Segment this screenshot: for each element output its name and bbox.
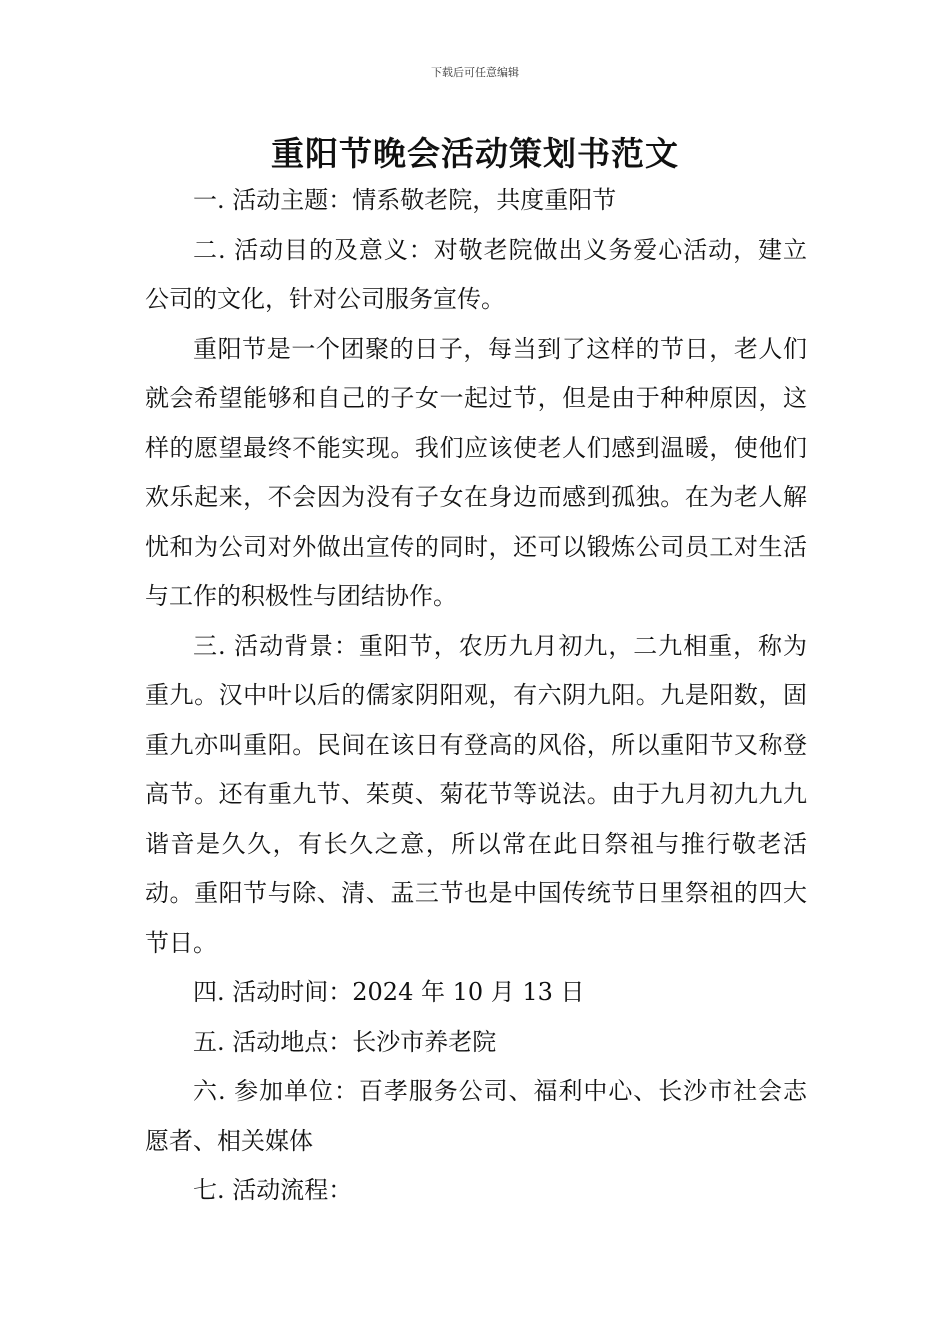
paragraph-location: 五. 活动地点：长沙市养老院: [193, 1027, 497, 1056]
document-body: [145, 176, 807, 1216]
paragraph-process: 七. 活动流程：: [193, 1176, 353, 1204]
header-note: 下载后可任意编辑: [431, 66, 519, 79]
paragraph-background: 三. 活动背景：重阳节，农历九月初九，二九相重，称为重九。汉中叶以后的儒家阴阳观，有六阴九阳。九是阳数，固重九亦叫重阳。民间在该日有登高的风俗，所以重阳节又称登高节。还有重九节、茱萸、菊花节等说法。由于九月初九九九谐音是久久，有长久之意，所以常在此日祭祖与推行敬老活动。重阳节与除、清、盂三节也是中国传统节日里祭祖的四大节日。: [145, 631, 807, 957]
paragraph-theme: 一. 活动主题：情系敬老院，共度重阳节: [193, 186, 617, 214]
document-title: 重阳节晚会活动策划书范文: [271, 134, 679, 173]
paragraph-time: 四. 活动时间：2024 年 10 月 13 日: [193, 978, 585, 1006]
paragraph-description: 重阳节是一个团聚的日子，每当到了这样的节日，老人们就会希望能够和自己的子女一起过节，但是由于种种原因，这样的愿望最终不能实现。我们应该使老人们感到温暖，使他们欢乐起来，不会因为没有子女在身边而感到孤独。在为老人解忧和为公司对外做出宣传的同时，还可以锻炼公司员工对生活与工作的积极性与团结协作。: [145, 334, 807, 610]
paragraph-participants: 六. 参加单位：百孝服务公司、福利中心、长沙市社会志愿者、相关媒体: [145, 1077, 807, 1155]
paragraph-purpose: 二. 活动目的及意义：对敬老院做出义务爱心活动，建立公司的文化，针对公司服务宣传。: [145, 235, 807, 313]
